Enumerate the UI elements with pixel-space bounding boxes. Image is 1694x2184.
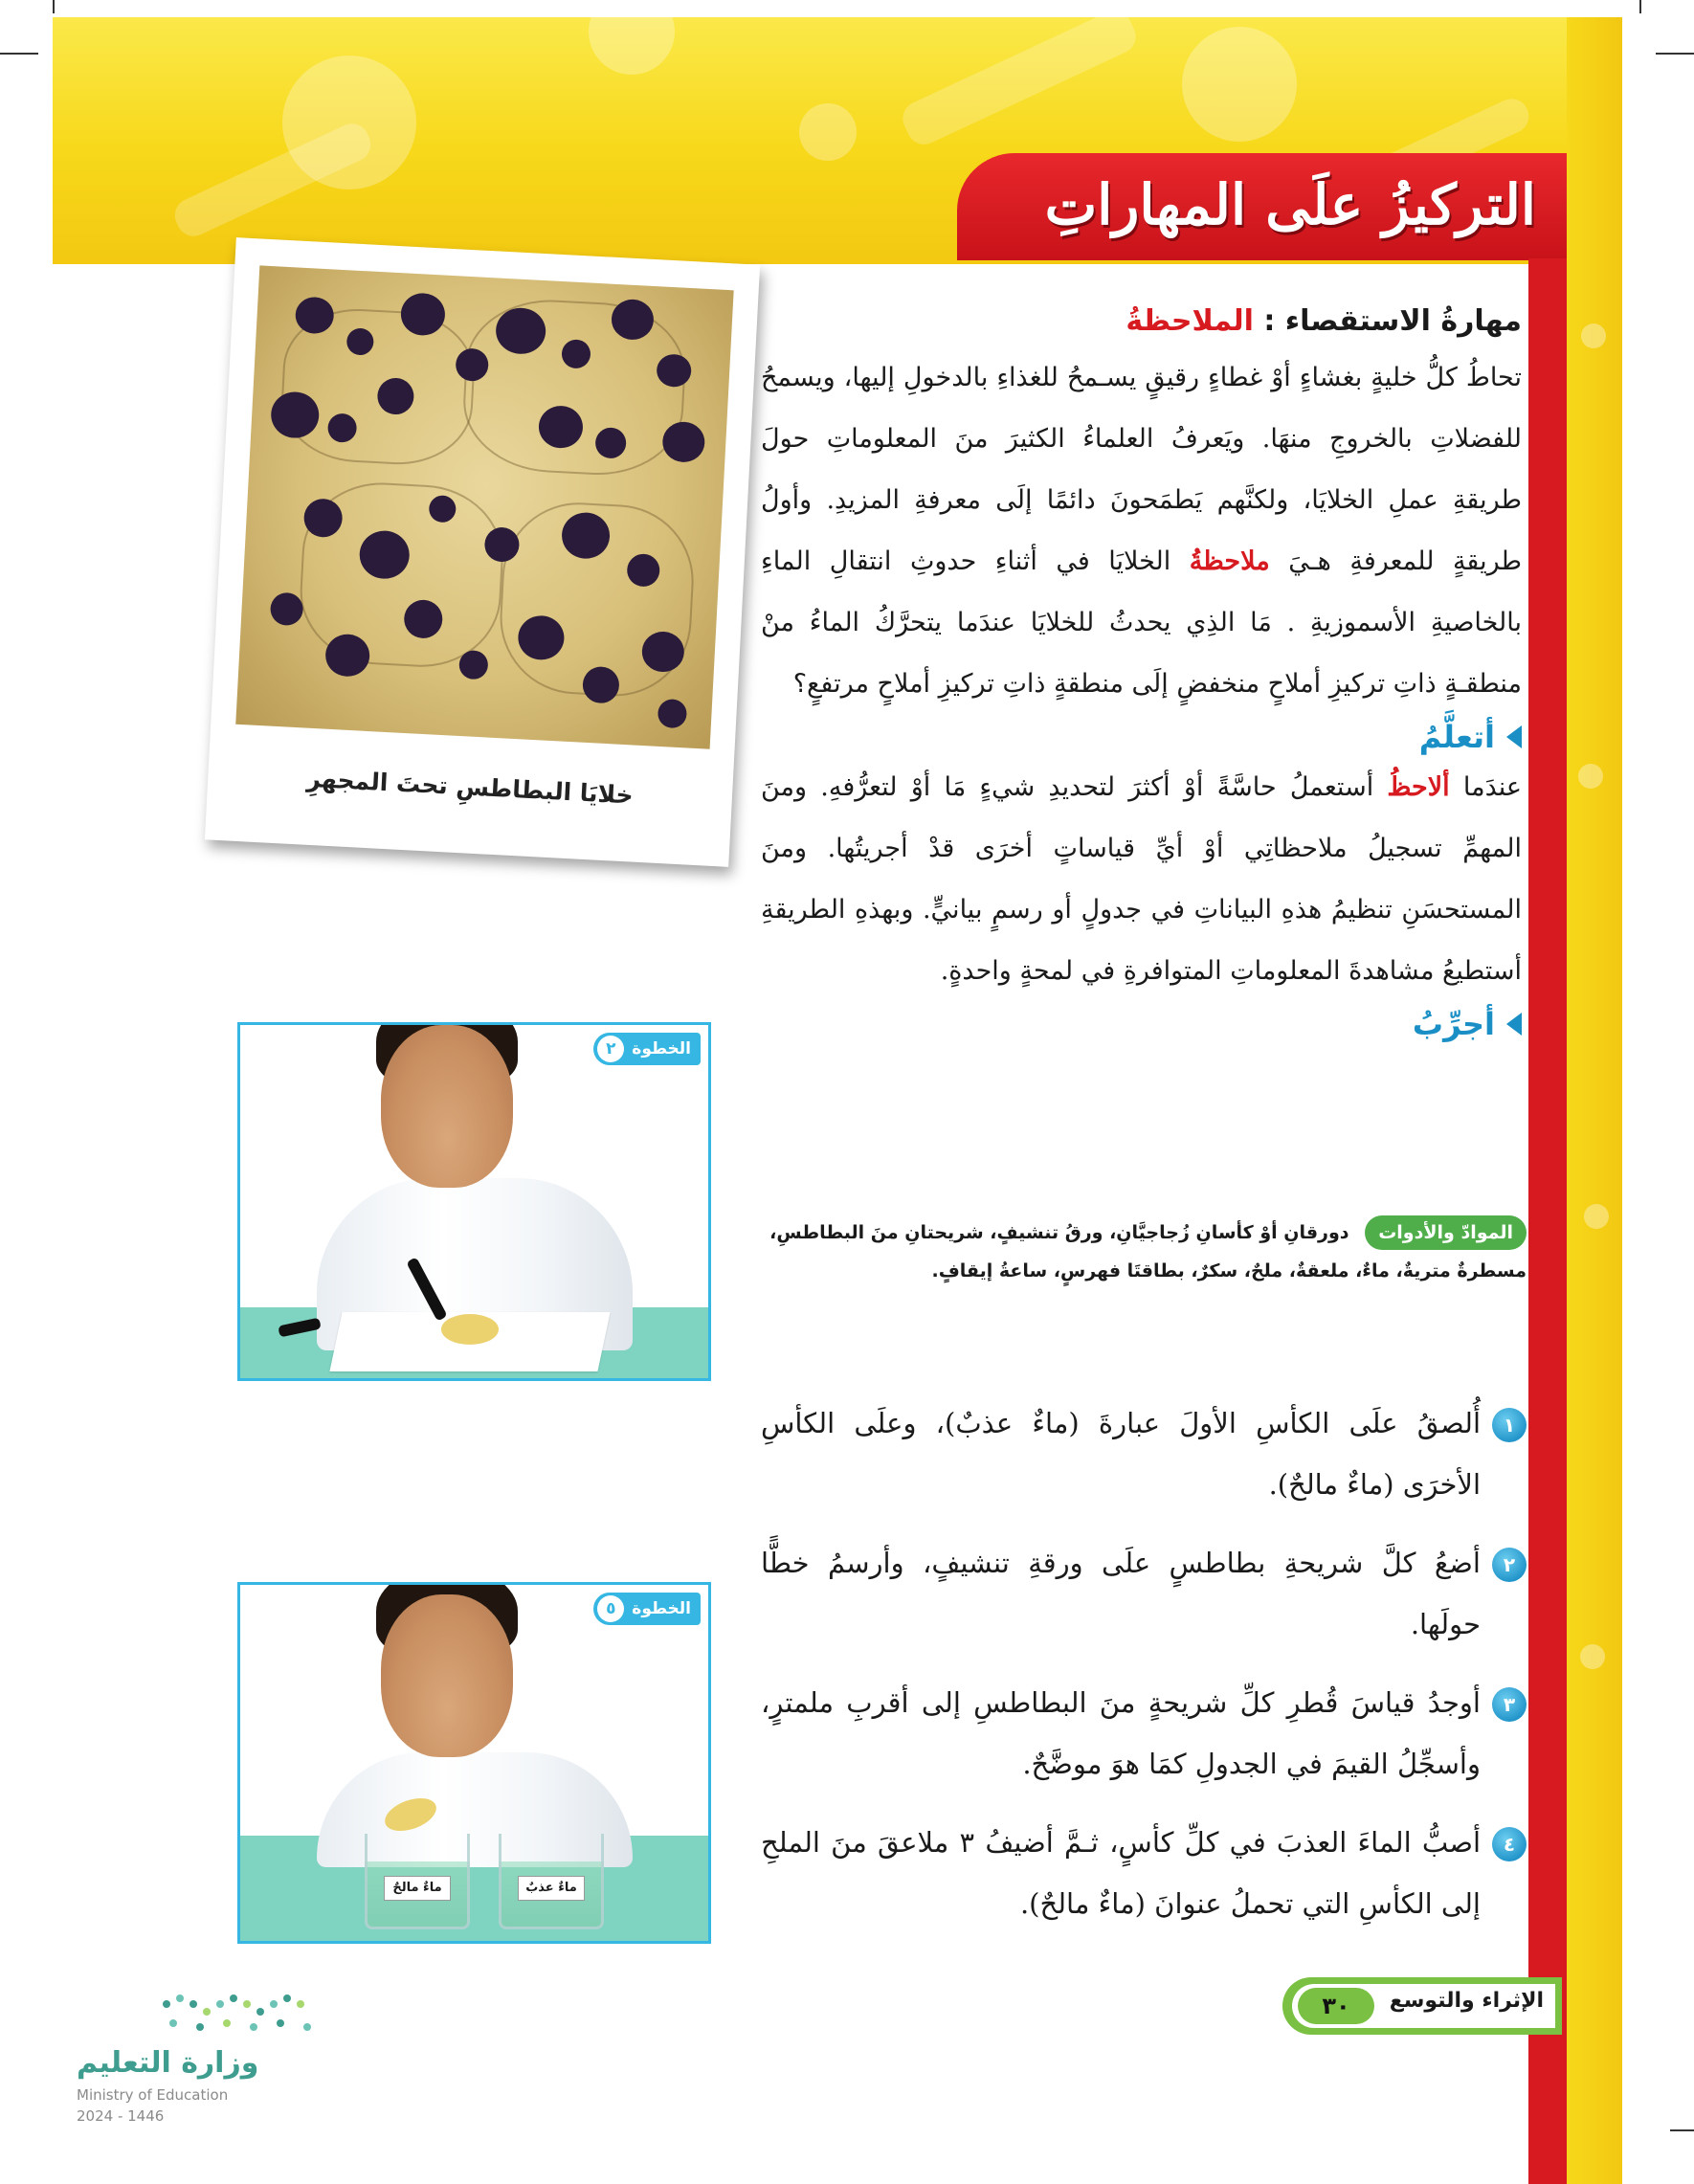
step-number: ١: [1492, 1408, 1527, 1442]
footer-section-label: الإثراء والتوسع: [1389, 1989, 1544, 2013]
crop-mark: [1670, 2129, 1694, 2131]
crop-mark: [0, 53, 38, 55]
step-photo-beakers: [237, 1582, 711, 1944]
step-photo-drawing: [237, 1022, 711, 1381]
try-heading: أجرِّبُ: [761, 1006, 1522, 1042]
step-text: أوجدُ قياسَ قُطرِ كلِّ شريحةٍ منَ البطاطسِ إلى أقربِ ملمترٍ، وأسجِّلُ القيمَ في الجدولِ كمَا هوَ موضَّحٌ.: [761, 1686, 1481, 1780]
ministry-dots-icon: [163, 1991, 316, 2040]
crop-mark: [1656, 53, 1694, 55]
page-title: التركيزُ علَى المهاراتِ: [1044, 172, 1536, 237]
potato-cells-image: [235, 265, 733, 748]
triangle-icon: [1506, 725, 1522, 748]
step-badge: الخطوة ٢: [593, 1033, 701, 1065]
intro-paragraph: تحاطُ كلُّ خليةٍ بغشاءٍ أوْ غطاءٍ رقيقٍ يسـمحُ للغذاءِ بالدخولِ إليها، ويسمحُ للفضلاتِ بالخروجِ منهَا. ويَعرفُ العلماءُ الكثيرَ منَ المعلوماتِ حولَ طريقةِ عملِ الخلايَا، ولكنَّهم يَطمَحونَ دائمًا إلَى معرفةِ المزيدِ. وأولُ طريقةٍ للمعرفةِ هـيَ ملاحظةُ الخلايَا في أثناءِ حدوثِ انتقالِ الماءِ بالخاصيةِ الأسموزيةِ . مَا الذِي يحدثُ للخلايَا عندَما يتحرَّكُ الماءُ منْ منطقـةٍ ذاتِ تركيزِ أملاحٍ منخفضٍ إلَى منطقةٍ ذاتِ تركيزِ أملاحٍ مرتفعٍ؟: [761, 363, 1522, 699]
microscope-photo-frame: [205, 237, 760, 867]
crop-mark: [53, 0, 55, 13]
list-item: [761, 1393, 1527, 1515]
side-yellow-stripe: [1567, 17, 1622, 2184]
step-text: أضعُ كلَّ شريحةِ بطاطسٍ علَى ورقةِ تنشيفٍ، وأرسمُ خطًّا حولَها.: [761, 1547, 1481, 1640]
triangle-icon: [1506, 1013, 1522, 1036]
materials-text: دورقانِ أوْ كأسانِ زُجاجيَّانِ، ورقُ تنشيفٍ، شريحتانِ منَ البطاطسِ، مسطرةٌ متريةٌ، ماءٌ، ملعقةٌ، ملحٌ، سكرٌ، بطاقتَا فهرسٍ، ساعةُ إيقافٍ.: [769, 1222, 1527, 1281]
learn-heading: أتعلَّمُ: [761, 719, 1522, 755]
learn-paragraph: عندَما ألاحظُ أستعملُ حاسَّةً أوْ أكثرَ لتحديدِ شيءٍ مَا أوْ لتعرُّفهِ. ومنَ المهمِّ تسجيلُ ملاحظاتِي أوْ أيِّ قياساتٍ أخرَى قدْ أجريتُها. ومنَ المستحسَنِ تنظيمُ هذهِ البياناتِ في جدولٍ أو رسمٍ بيانيٍّ. وبهذهِ الطريقةِ أستطيعُ مشاهدةَ المعلوماتِ المتوافرةِ في لمحةٍ واحدةٍ.: [761, 772, 1522, 986]
step-number: ٣: [1492, 1687, 1527, 1722]
materials-list: [761, 1214, 1527, 1290]
step-text: أصبُّ الماءَ العذبَ في كلِّ كأسٍ، ثـمَّ أضيفُ ٣ ملاعقَ منَ الملحِ إلى الكأسِ التي تحملُ عنوانَ (ماءٌ مالحٌ).: [761, 1826, 1481, 1920]
step-badge: الخطوة ٥: [593, 1593, 701, 1625]
materials-badge: الموادّ والأدوات: [1365, 1215, 1527, 1250]
photo-caption: خلايَا البطاطسِ تحتَ المجهرِ: [305, 764, 635, 810]
beaker-fresh-water: ماءٌ عذبٌ: [499, 1834, 604, 1929]
skill-heading: مهارةُ الاستقصاء : الملاحظةُ: [1126, 304, 1522, 338]
crop-mark: [1639, 0, 1641, 13]
ministry-logo: [77, 1991, 335, 2134]
page-footer: [1282, 1977, 1562, 2035]
ministry-arabic: وزارة التعليم: [77, 2046, 259, 2080]
list-item: [761, 1672, 1527, 1794]
step-number: ٤: [1492, 1827, 1527, 1861]
list-item: [761, 1812, 1527, 1934]
potato-slice: [441, 1314, 499, 1345]
page-number: ٣٠: [1298, 1988, 1374, 2024]
step-text: أُلصقُ علَى الكأسِ الأولَ عبارةَ (ماءٌ عذبٌ)، وعلَى الكأسِ الأخرَى (ماءٌ مالحٌ).: [761, 1407, 1481, 1501]
list-item: [761, 1532, 1527, 1655]
beaker-salt-water: ماءٌ مالحٌ: [365, 1834, 470, 1929]
steps-list: [761, 1393, 1527, 1951]
ministry-english: Ministry of Education: [77, 2086, 229, 2104]
side-red-stripe: [1528, 258, 1567, 2184]
title-banner: [957, 153, 1570, 260]
main-text: [761, 304, 1522, 1044]
step-number: ٢: [1492, 1548, 1527, 1582]
ministry-year: 2024 - 1446: [77, 2107, 165, 2125]
